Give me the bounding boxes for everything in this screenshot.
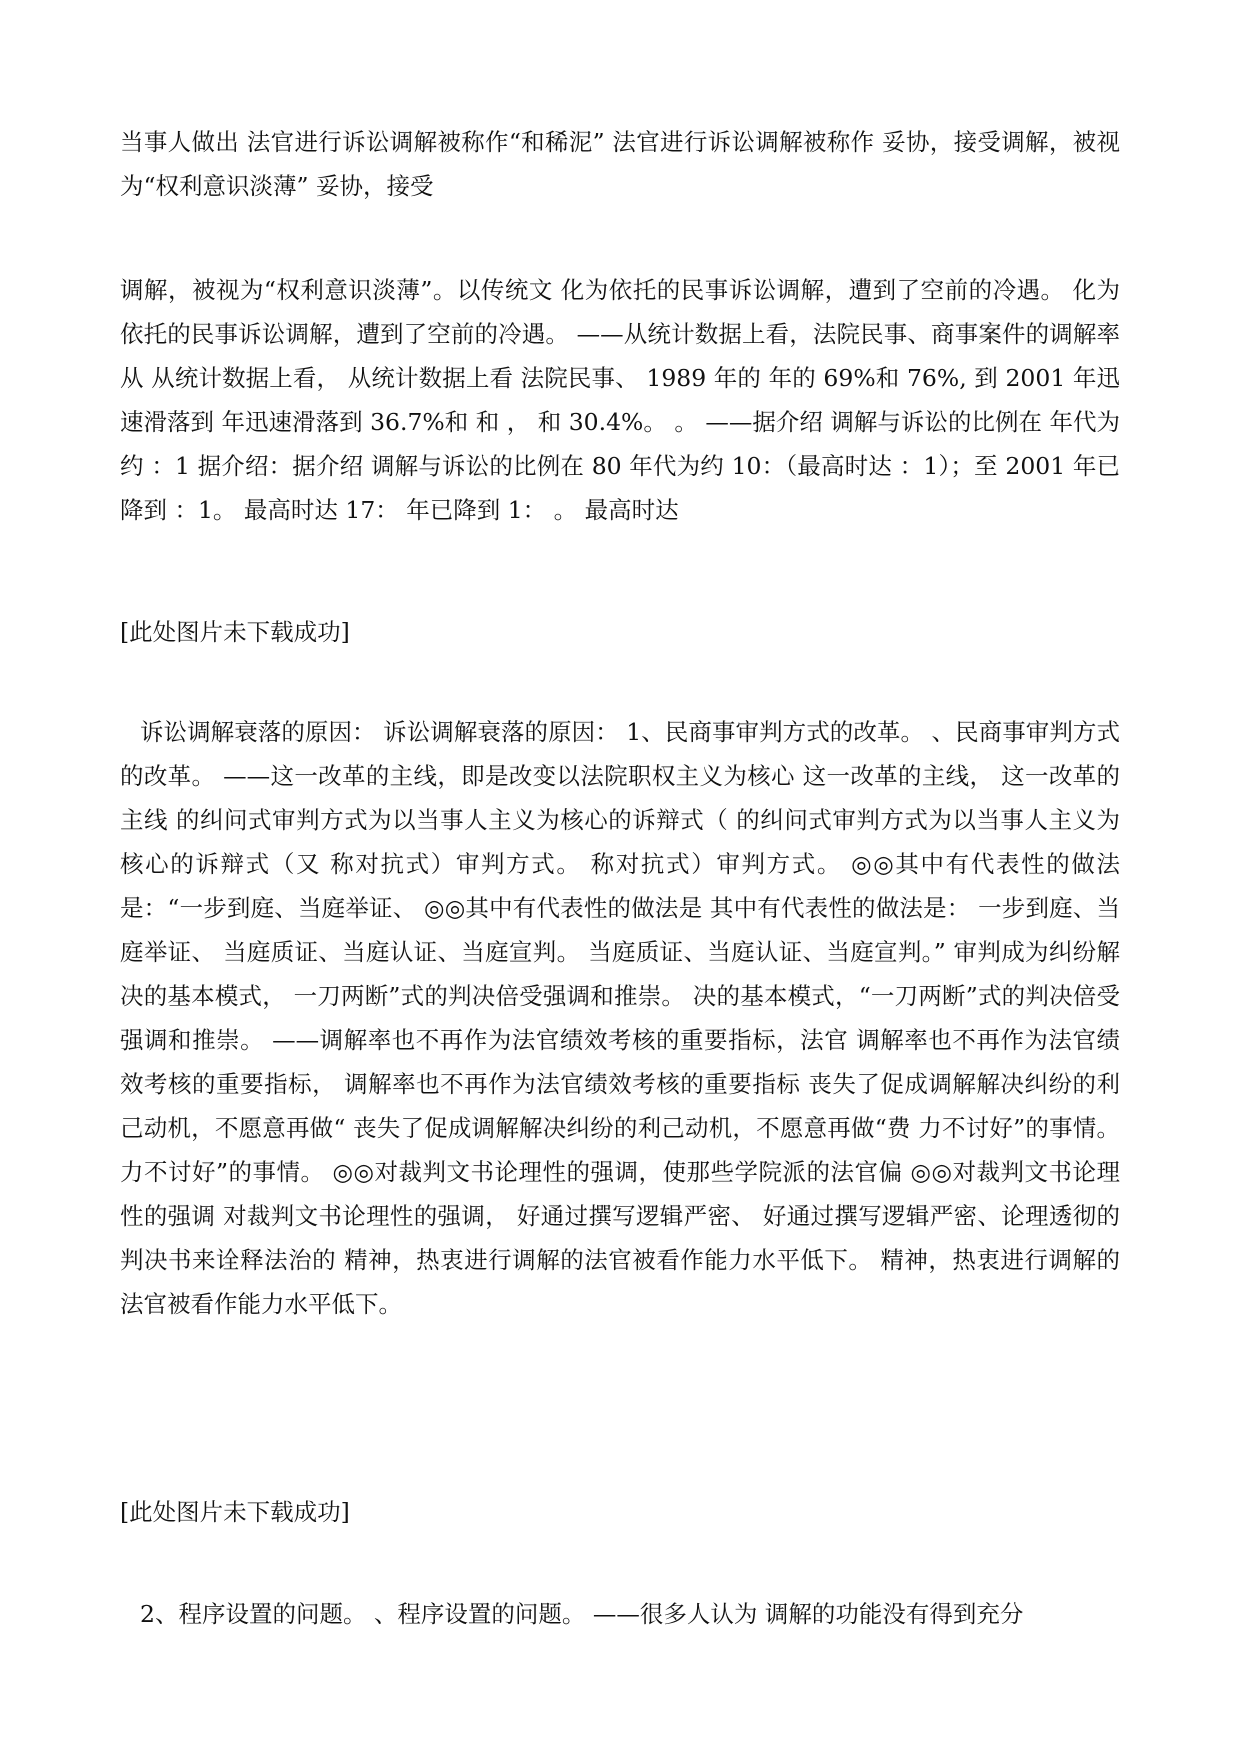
image-placeholder-1: [此处图片未下载成功] — [120, 618, 350, 646]
image-placeholder-2: [此处图片未下载成功] — [120, 1498, 350, 1526]
paragraph-1: 当事人做出 法官进行诉讼调解被称作“和稀泥” 法官进行诉讼调解被称作 妥协，接受调解，被视为“权利意识淡薄” 妥协，接受 — [120, 128, 1120, 200]
paragraph-3: 诉讼调解衰落的原因： 诉讼调解衰落的原因： 1、民商事审判方式的改革。 、民商事审判方式的改革。 ——这一改革的主线，即是改变以法院职权主义为核心 这一改革的主线， 这一改革的主线 的纠问式审判方式为以当事人主义为核心的诉辩式（ 的纠问式审判方式为以当事人主义为核心的诉辩式（又 称对抗式）审判方式。 称对抗式）审判方式。 ◎◎其中有代表性的做法是：“一步到庭、当庭举证、 ◎◎其中有代表性的做法是 其中有代表性的做法是： 一步到庭、当庭举证、 当庭质证、当庭认证、当庭宣判。 当庭质证、当庭认证、当庭宣判。” 审判成为纠纷解 决的基本模式， 一刀两断”式的判决倍受强调和推崇。 决的基本模式，“一刀两断”式的判决倍受强调和推崇。 ——调解率也不再作为法官绩效考核的重要指标，法官 调解率也不再作为法官绩效考核的重要指标， 调解率也不再作为法官绩效考核的重要指标 丧失了促成调解解决纠纷的利己动机，不愿意再做“ 丧失了促成调解解决纠纷的利己动机，不愿意再做“费 力不讨好”的事情。 力不讨好”的事情。 ◎◎对裁判文书论理性的强调，使那些学院派的法官偏 ◎◎对裁判文书论理性的强调 对裁判文书论理性的强调， 好通过撰写逻辑严密、 好通过撰写逻辑严密、论理透彻的判决书来诠释法治的 精神，热衷进行调解的法官被看作能力水平低下。 精神，热衷进行调解的法官被看作能力水平低下。 — [120, 718, 1120, 1318]
paragraph-4: 2、程序设置的问题。 、程序设置的问题。 ——很多人认为 调解的功能没有得到充分 — [140, 1600, 1024, 1628]
paragraph-2: 调解，被视为“权利意识淡薄”。以传统文 化为依托的民事诉讼调解，遭到了空前的冷遇。 化为依托的民事诉讼调解，遭到了空前的冷遇。 ——从统计数据上看，法院民事、商事案件的调解率从 从统计数据上看， 从统计数据上看 法院民事、 1989 年的 年的 69%和 76%, 到 2001 年迅速滑落到 年迅速滑落到 36.7%和 和 ， 和 30.4%。 。 ——据介绍 调解与诉讼的比例在 年代为约 ：1 据介绍：据介绍 调解与诉讼的比例在 80 年代为约 10：（最高时达 ：1）；至 2001 年已降到 ：1。 最高时达 17： 年已降到 1： 。 最高时达 — [120, 276, 1120, 524]
